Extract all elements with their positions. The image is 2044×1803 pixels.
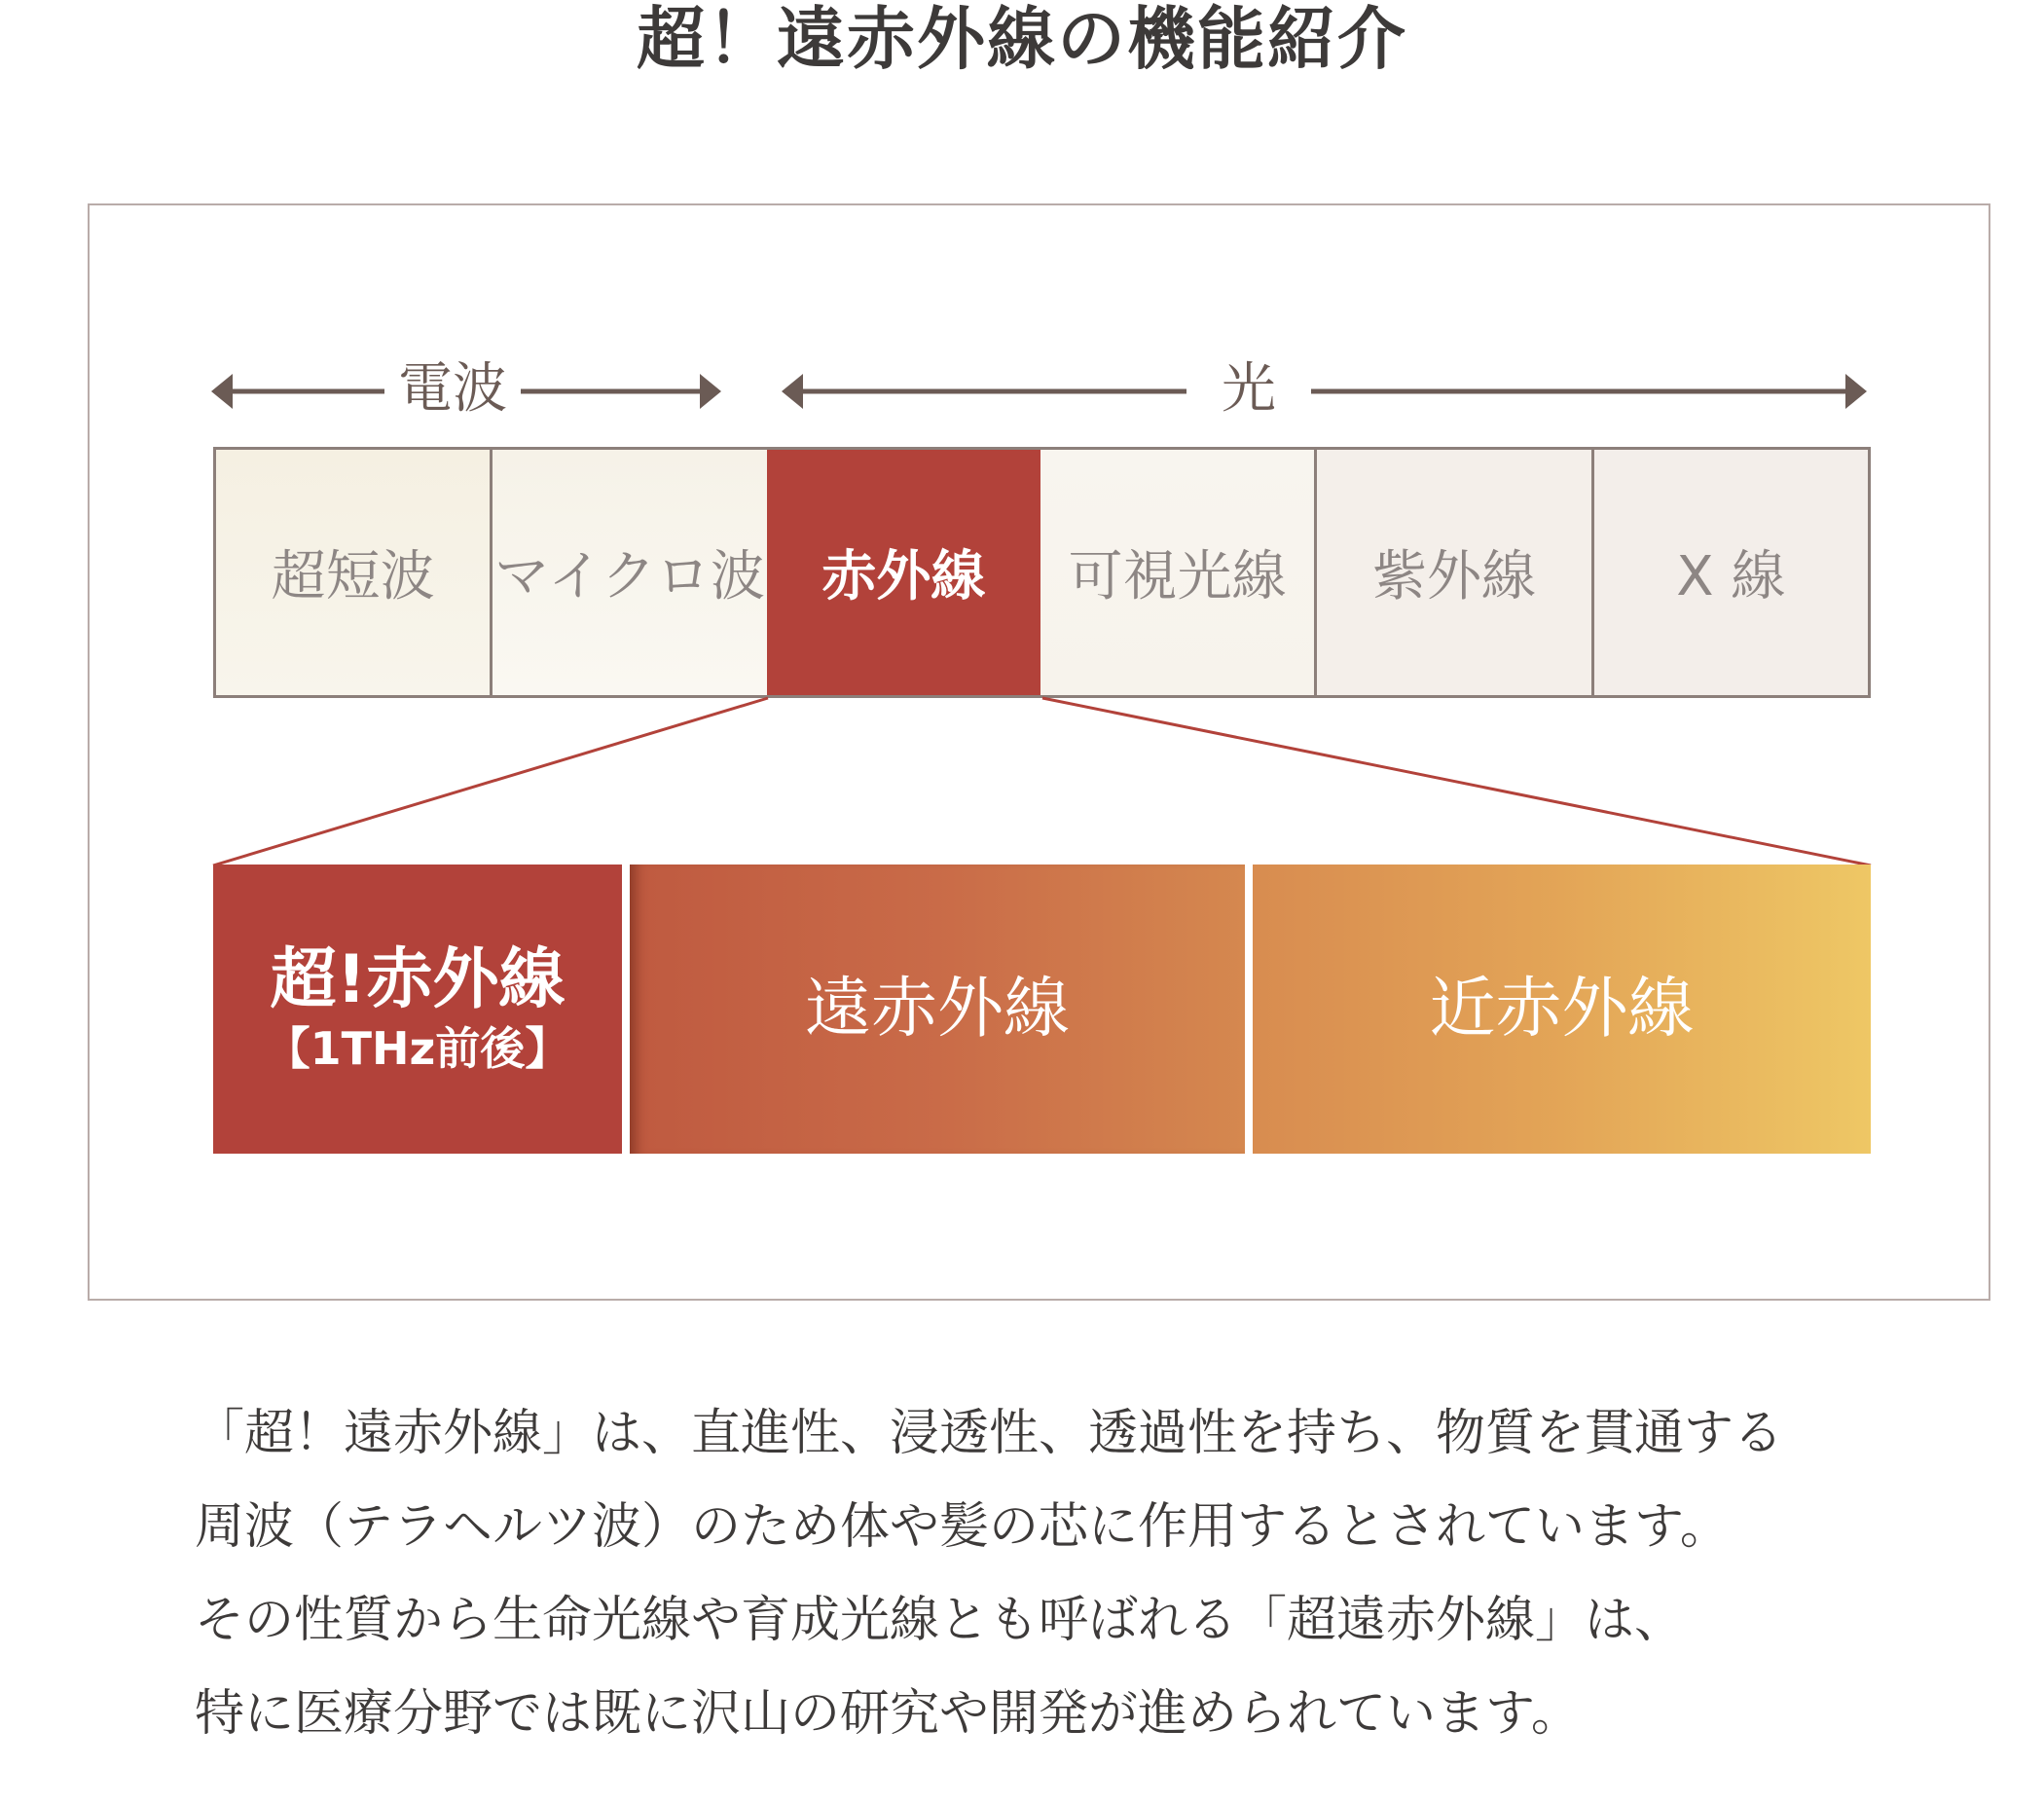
- description-line: 特に医療分野では既に沢山の研究や開発が進められています。: [195, 1685, 1581, 1743]
- super-infrared-block: [213, 865, 622, 1154]
- light-range-label: 光: [1186, 360, 1311, 419]
- page-title: 超！遠赤外線の機能紹介: [637, 0, 1407, 79]
- description-line: 周波（テラヘルツ波）のため体や髪の芯に作用するとされています。: [195, 1498, 1730, 1556]
- near-infrared-block: [1253, 865, 1871, 1154]
- super-infrared-label: 超!赤外線: [270, 940, 566, 1018]
- radio-range-label: 電波: [384, 360, 521, 419]
- description-text: [195, 1387, 1947, 1761]
- spectrum-cell-ultraviolet: 紫外線: [1314, 450, 1590, 695]
- near-infrared-label: 近赤外線: [1429, 970, 1695, 1048]
- super-infrared-frequency: 【1THz前後】: [265, 1021, 570, 1075]
- far-infrared-label: 遠赤外線: [804, 970, 1070, 1048]
- far-infrared-block: [630, 865, 1245, 1154]
- description-line: その性質から生命光線や育成光線とも呼ばれる「超遠赤外線」は、: [195, 1592, 1685, 1649]
- zoom-line-right: [1042, 698, 1871, 865]
- spectrum-cell-infrared: 赤外線: [767, 450, 1040, 695]
- zoom-line-left: [213, 698, 768, 865]
- spectrum-cell-ultrashort: 超短波: [216, 450, 490, 695]
- description-line: 「超！遠赤外線」は、直進性、浸透性、透過性を持ち、物質を貫通する: [195, 1405, 1784, 1462]
- spectrum-cell-visible: 可視光線: [1040, 450, 1314, 695]
- spectrum-cell-xray: X 線: [1591, 450, 1868, 695]
- spectrum-cell-microwave: マイクロ波: [490, 450, 766, 695]
- infrared-breakdown: [213, 865, 1871, 1154]
